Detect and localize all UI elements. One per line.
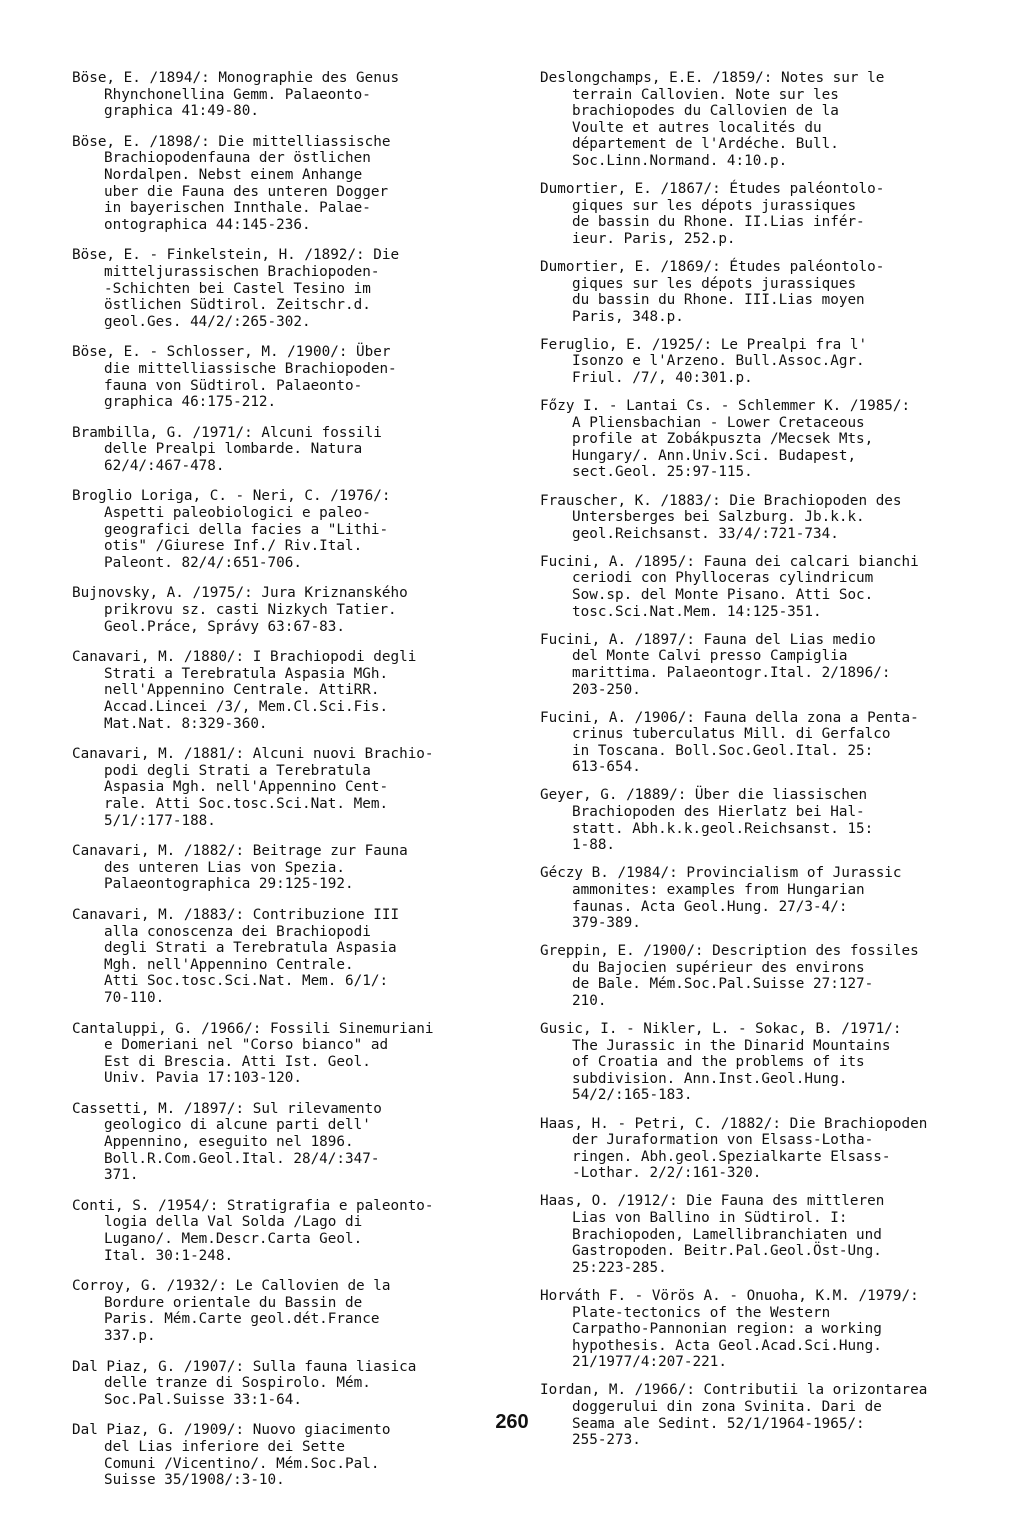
reference-author-line: Gusic, I. - Nikler, L. - Sokac, B. /1971/: [540, 1021, 902, 1038]
reference-text-line: 21/1977/4:207-221. [572, 1354, 727, 1371]
reference-text-line: sect.Geol. 25:97-115. [572, 464, 753, 481]
reference-author-line: Frauscher, K. /1883/: Die Brachiopoden des [540, 492, 902, 509]
reference-text-line: Sow.sp. del Monte Pisano. Atti Soc. [572, 587, 874, 604]
reference-author-line: Corroy, G. /1932/: Le Callovien de la [72, 1278, 391, 1295]
reference-text-line: 255-273. [572, 1432, 641, 1449]
reference-text-line: prikrovu sz. casti Nizkych Tatier. [104, 602, 397, 619]
reference-text-line: Brachiopoden des Hierlatz bei Hal- [572, 804, 865, 821]
reference-entry [540, 865, 980, 931]
reference-entry [540, 787, 980, 853]
reference-entry [540, 181, 980, 247]
reference-text-line: Nordalpen. Nebst einem Anhange [104, 166, 363, 183]
reference-entry [72, 649, 512, 732]
reference-entry [540, 70, 980, 170]
reference-text-line: Boll.R.Com.Geol.Ital. 28/4/:347- [104, 1150, 380, 1167]
reference-author-line: Böse, E. - Finkelstein, H. /1892/: Die [72, 247, 400, 264]
reference-text-line: otis" /Giurese Inf./ Riv.Ital. [104, 538, 363, 555]
reference-text-line: Seama ale Sedint. 52/1/1964-1965/: [572, 1415, 865, 1432]
reference-text-line: Isonzo e l'Arzeno. Bull.Assoc.Agr. [572, 353, 865, 370]
reference-text-line: subdivision. Ann.Inst.Geol.Hung. [572, 1070, 848, 1087]
reference-text-line: hypothesis. Acta Geol.Acad.Sci.Hung. [572, 1337, 882, 1354]
reference-entry [72, 1198, 512, 1264]
reference-author-line: Iordan, M. /1966/: Contributii la orizontarea [540, 1382, 928, 1399]
reference-entry [72, 247, 512, 330]
reference-text-line: de bassin du Rhone. II.Lias infér- [572, 214, 865, 231]
reference-text-line: Voulte et autres localités du [572, 119, 822, 136]
reference-text-line: der Juraformation von Elsass-Lotha- [572, 1132, 874, 1149]
reference-entry [72, 134, 512, 234]
reference-author-line: Haas, H. - Petri, C. /1882/: Die Brachiopoden [540, 1115, 928, 1132]
reference-text-line: Plate-tectonics of the Western [572, 1304, 831, 1321]
reference-text-line: de Bale. Mém.Soc.Pal.Suisse 27:127- [572, 976, 874, 993]
reference-entry [540, 1116, 980, 1182]
reference-author-line: Bujnovsky, A. /1975/: Jura Kriznanského [72, 585, 408, 602]
reference-author-line: Fucini, A. /1897/: Fauna del Lias medio [540, 631, 876, 648]
reference-author-line: Dumortier, E. /1867/: Études paléontolo- [540, 181, 885, 198]
reference-text-line: Mgh. nell'Appennino Centrale. [104, 956, 354, 973]
reference-column-right [540, 70, 980, 1460]
reference-text-line: Comuni /Vicentino/. Mém.Soc.Pal. [104, 1455, 380, 1472]
reference-text-line: alla conoscenza dei Brachiopodi [104, 923, 371, 940]
reference-text-line: du bassin du Rhone. III.Lias moyen [572, 292, 865, 309]
reference-text-line: 54/2/:165-183. [572, 1087, 693, 1104]
reference-text-line: 379-389. [572, 915, 641, 932]
reference-text-line: graphica 41:49-80. [104, 103, 259, 120]
reference-author-line: Dumortier, E. /1869/: Études paléontolo- [540, 258, 885, 275]
reference-entry [540, 1193, 980, 1276]
reference-text-line: Gastropoden. Beitr.Pal.Geol.Öst-Ung. [572, 1243, 882, 1260]
reference-entry [540, 259, 980, 325]
reference-text-line: Aspasia Mgh. nell'Appennino Cent- [104, 779, 389, 796]
reference-author-line: Fucini, A. /1906/: Fauna della zona a Penta- [540, 709, 919, 726]
reference-text-line: Ital. 30:1-248. [104, 1247, 234, 1264]
reference-entry [72, 1359, 512, 1409]
reference-author-line: Fucini, A. /1895/: Fauna dei calcari bianchi [540, 553, 919, 570]
reference-text-line: faunas. Acta Geol.Hung. 27/3-4/: [572, 898, 848, 915]
reference-text-line: giques sur les dépots jurassiques [572, 275, 857, 292]
reference-text-line: statt. Abh.k.k.geol.Reichsanst. 15: [572, 820, 874, 837]
reference-text-line: brachiopodes du Callovien de la [572, 103, 839, 120]
reference-author-line: Dal Piaz, G. /1907/: Sulla fauna liasica [72, 1358, 417, 1375]
reference-entry [72, 907, 512, 1007]
reference-entry [72, 746, 512, 829]
reference-text-line: delle Prealpi lombarde. Natura [104, 441, 363, 458]
reference-text-line: logia della Val Solda /Lago di [104, 1214, 363, 1231]
reference-text-line: degli Strati a Terebratula Aspasia [104, 940, 397, 957]
reference-text-line: Untersberges bei Salzburg. Jb.k.k. [572, 509, 865, 526]
reference-author-line: Deslongchamps, E.E. /1859/: Notes sur le [540, 70, 885, 86]
reference-author-line: Géczy B. /1984/: Provincialism of Jurassic [540, 865, 902, 882]
reference-text-line: ringen. Abh.geol.Spezialkarte Elsass- [572, 1148, 891, 1165]
reference-text-line: Bordure orientale du Bassin de [104, 1294, 363, 1311]
reference-text-line: 371. [104, 1167, 139, 1184]
reference-entry [540, 398, 980, 481]
reference-text-line: A Pliensbachian - Lower Cretaceous [572, 414, 865, 431]
reference-author-line: Brambilla, G. /1971/: Alcuni fossili [72, 424, 382, 441]
reference-entry [540, 943, 980, 1009]
reference-entry [72, 344, 512, 410]
reference-entry [72, 488, 512, 571]
reference-author-line: Broglio Loriga, C. - Neri, C. /1976/: [72, 488, 391, 505]
reference-text-line: Univ. Pavia 17:103-120. [104, 1070, 302, 1087]
reference-text-line: ammonites: examples from Hungarian [572, 881, 865, 898]
reference-text-line: geografici della facies a "Lithi- [104, 521, 389, 538]
reference-text-line: Suisse 35/1908/:3-10. [104, 1472, 285, 1489]
reference-entry [540, 554, 980, 620]
reference-text-line: del Monte Calvi presso Campiglia [572, 648, 848, 665]
reference-entry [540, 1021, 980, 1104]
reference-text-line: ontographica 44:145-236. [104, 216, 311, 233]
reference-text-line: 203-250. [572, 681, 641, 698]
reference-text-line: 70-110. [104, 989, 165, 1006]
reference-text-line: östlichen Südtirol. Zeitschr.d. [104, 297, 371, 314]
reference-text-line: Atti Soc.tosc.Sci.Nat. Mem. 6/1/: [104, 973, 389, 990]
page-number: 260 [495, 1411, 529, 1433]
reference-text-line: Est di Brescia. Atti Ist. Geol. [104, 1053, 371, 1070]
reference-text-line: of Croatia and the problems of its [572, 1054, 865, 1071]
reference-text-line: geologico di alcune parti dell' [104, 1117, 371, 1134]
reference-text-line: -Lothar. 2/2/:161-320. [572, 1165, 762, 1182]
reference-text-line: Lugano/. Mem.Descr.Carta Geol. [104, 1231, 363, 1248]
reference-text-line: graphica 46:175-212. [104, 394, 277, 411]
reference-entry [72, 1278, 512, 1344]
reference-text-line: delle tranze di Sospirolo. Mém. [104, 1375, 371, 1392]
reference-text-line: 210. [572, 993, 607, 1009]
reference-author-line: Canavari, M. /1881/: Alcuni nuovi Brachio- [72, 746, 434, 763]
reference-text-line: die mittelliassische Brachiopoden- [104, 360, 397, 377]
reference-entry [72, 1021, 512, 1087]
reference-author-line: Canavari, M. /1882/: Beitrage zur Fauna [72, 843, 408, 860]
reference-text-line: in bayerischen Innthale. Palae- [104, 200, 371, 217]
reference-text-line: nell'Appennino Centrale. AttiRR. [104, 682, 380, 699]
reference-text-line: Paris. Mém.Carte geol.dét.France [104, 1311, 380, 1328]
reference-text-line: Aspetti paleobiologici e paleo- [104, 505, 371, 522]
reference-text-line: Appennino, eseguito nel 1896. [104, 1134, 354, 1151]
reference-entry [540, 1288, 980, 1371]
reference-text-line: Hungary/. Ann.Univ.Sci. Budapest, [572, 447, 857, 464]
reference-author-line: Conti, S. /1954/: Stratigrafia e paleonto- [72, 1197, 434, 1214]
reference-author-line: Horváth F. - Vörös A. - Onuoha, K.M. /1979/: [540, 1287, 919, 1304]
reference-author-line: Böse, E. /1894/: Monographie des Genus [72, 70, 400, 86]
reference-entry [72, 585, 512, 635]
reference-text-line: Soc.Linn.Normand. 4:10.p. [572, 152, 788, 169]
reference-text-line: Friul. /7/, 40:301.p. [572, 370, 753, 386]
reference-text-line: marittima. Palaeontogr.Ital. 2/1896/: [572, 664, 891, 681]
reference-author-line: Feruglio, E. /1925/: Le Prealpi fra l' [540, 336, 868, 353]
reference-author-line: Főzy I. - Lantai Cs. - Schlemmer K. /1985/: [540, 398, 911, 415]
reference-text-line: fauna von Südtirol. Palaeonto- [104, 377, 363, 394]
reference-author-line: Greppin, E. /1900/: Description des fossiles [540, 943, 919, 960]
reference-text-line: mitteljurassischen Brachiopoden- [104, 263, 380, 280]
reference-text-line: Geol.Práce, Správy 63:67-83. [104, 618, 346, 635]
reference-text-line: Lias von Ballino in Südtirol. I: [572, 1210, 848, 1227]
reference-text-line: geol.Reichsanst. 33/4/:721-734. [572, 525, 839, 542]
reference-author-line: Böse, E. /1898/: Die mittelliassische [72, 133, 391, 150]
reference-text-line: ieur. Paris, 252.p. [572, 230, 736, 247]
reference-text-line: Paris, 348.p. [572, 308, 684, 325]
reference-text-line: 337.p. [104, 1328, 156, 1344]
reference-author-line: Cassetti, M. /1897/: Sul rilevamento [72, 1100, 382, 1117]
reference-text-line: ceriodi con Phylloceras cylindricum [572, 570, 874, 587]
reference-text-line: 25:223-285. [572, 1259, 667, 1276]
reference-text-line: Mat.Nat. 8:329-360. [104, 715, 268, 732]
reference-text-line: 613-654. [572, 759, 641, 776]
reference-text-line: profile at Zobákpuszta /Mecsek Mts, [572, 431, 874, 448]
reference-text-line: Palaeontographica 29:125-192. [104, 876, 354, 893]
reference-entry [540, 632, 980, 698]
reference-text-line: terrain Callovien. Note sur les [572, 86, 839, 103]
reference-entry [540, 337, 980, 387]
reference-text-line: Paleont. 82/4/:651-706. [104, 554, 302, 571]
reference-entry [540, 493, 980, 543]
reference-author-line: Canavari, M. /1883/: Contribuzione III [72, 906, 400, 923]
reference-author-line: Haas, O. /1912/: Die Fauna des mittleren [540, 1193, 885, 1210]
reference-text-line: doggerului din zona Svinita. Dari de [572, 1398, 882, 1415]
reference-author-line: Canavari, M. /1880/: I Brachiopodi degli [72, 649, 417, 666]
reference-entry [540, 710, 980, 776]
reference-text-line: -Schichten bei Castel Tesino im [104, 280, 371, 297]
reference-text-line: crinus tuberculatus Mill. di Gerfalco [572, 726, 891, 743]
reference-entry [72, 1101, 512, 1184]
reference-text-line: tosc.Sci.Nat.Mem. 14:125-351. [572, 603, 822, 620]
reference-text-line: département de l'Ardéche. Bull. [572, 136, 839, 153]
reference-text-line: uber die Fauna des unteren Dogger [104, 183, 389, 200]
reference-text-line: Rhynchonellina Gemm. Palaeonto- [104, 86, 371, 103]
reference-text-line: du Bajocien supérieur des environs [572, 959, 865, 976]
reference-text-line: des unteren Lias von Spezia. [104, 859, 346, 876]
reference-text-line: 5/1/:177-188. [104, 812, 216, 829]
reference-text-line: podi degli Strati a Terebratula [104, 762, 371, 779]
reference-text-line: del Lias inferiore dei Sette [104, 1438, 346, 1455]
reference-author-line: Dal Piaz, G. /1909/: Nuovo giacimento [72, 1422, 391, 1439]
reference-text-line: The Jurassic in the Dinarid Mountains [572, 1037, 891, 1054]
reference-author-line: Cantaluppi, G. /1966/: Fossili Sinemuriani [72, 1020, 434, 1037]
reference-text-line: Accad.Lincei /3/, Mem.Cl.Sci.Fis. [104, 699, 389, 715]
reference-column-left [72, 70, 512, 1503]
reference-text-line: giques sur les dépots jurassiques [572, 197, 857, 214]
reference-text-line: rale. Atti Soc.tosc.Sci.Nat. Mem. [104, 795, 389, 812]
reference-text-line: e Domeriani nel "Corso bianco" ad [104, 1037, 389, 1054]
reference-text-line: in Toscana. Boll.Soc.Geol.Ital. 25: [572, 742, 874, 759]
reference-entry [72, 843, 512, 893]
reference-entry [72, 425, 512, 475]
reference-author-line: Böse, E. - Schlosser, M. /1900/: Über [72, 344, 391, 361]
reference-text-line: Brachiopoden, Lamellibranchiaten und [572, 1226, 882, 1243]
reference-author-line: Geyer, G. /1889/: Über die liassischen [540, 787, 868, 804]
reference-text-line: Brachiopodenfauna der östlichen [104, 150, 371, 167]
reference-text-line: 62/4/:467-478. [104, 457, 225, 474]
reference-entry [72, 70, 512, 120]
reference-text-line: geol.Ges. 44/2/:265-302. [104, 313, 311, 330]
reference-text-line: Carpatho-Pannonian region: a working [572, 1321, 882, 1338]
reference-text-line: 1-88. [572, 837, 616, 854]
reference-text-line: Soc.Pal.Suisse 33:1-64. [104, 1391, 302, 1408]
reference-text-line: Strati a Terebratula Aspasia MGh. [104, 665, 389, 682]
